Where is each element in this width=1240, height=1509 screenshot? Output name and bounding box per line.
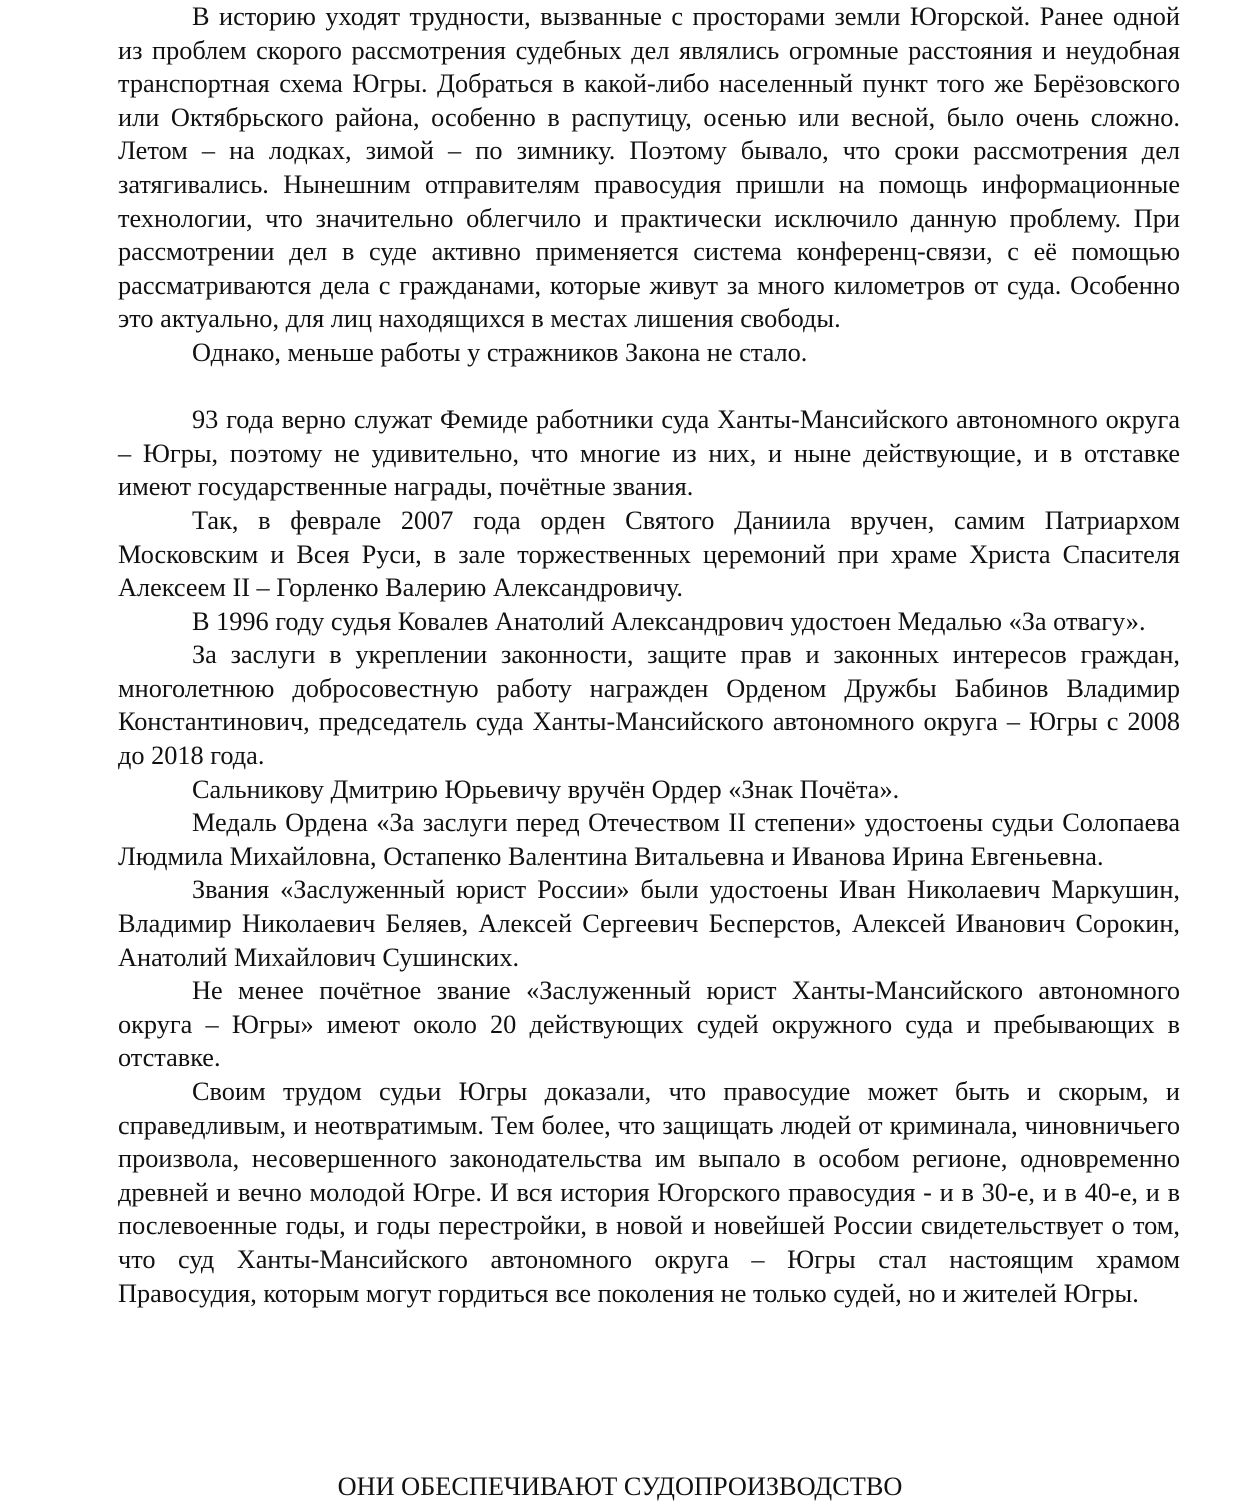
paragraph-conclusion: Своим трудом судьи Югры доказали, что правосудие может быть и скорым, и справедливым, и неотвратимым. Тем более, что защищать людей от криминала, чиновничьего произвола, несовершенного законодательства им выпало в особом регионе, одновременно древней и вечно молодой Югре. И вся история Югорского правосудия - и в 30-е, и в 40-е, и в послевоенные годы, и годы перестройки, в новой и новейшей России свидетельствует о том, что суд Ханты-Мансийского автономного округа – Югры стал настоящим храмом Правосудия, которым могут гордиться все поколения не только судей, но и жителей Югры. <box>118 1077 1180 1308</box>
paragraph-gap <box>118 370 1180 404</box>
paragraph-93-years: 93 года верно служат Фемиде работники суда Ханты-Мансийского автономного округа – Югры, поэтому не удивительно, что многие из них, и ныне действующие, и в отставке имеют государственные награды, почётные звания. <box>118 405 1180 502</box>
paragraph-order-daniil: Так, в феврале 2007 года орден Святого Даниила вручен, самим Патриархом Московским и Всея Руси, в зале торжественных церемоний при храме Христа Спасителя Алексеем II – Горленко Валерию Александровичу. <box>118 505 1180 603</box>
paragraph-honored-lawyer-russia: Звания «Заслуженный юрист России» были удостоены Иван Николаевич Маркушин, Владимир Николаевич Беляев, Алексей Сергеевич Бесперстов, Алексей Иванович Сорокин, Анатолий Михайлович Сушинских. <box>118 875 1180 972</box>
document-body <box>118 0 1180 1310</box>
paragraph-order-friendship: За заслуги в укреплении законности, защите прав и законных интересов граждан, многолетнюю добросовестную работу награжден Орденом Дружбы Бабинов Владимир Константинович, председатель суда Ханты-Мансийского автономного округа – Югры с 2008 до 2018 года. <box>118 640 1180 771</box>
paragraph-medal-courage: В 1996 году судья Ковалев Анатолий Александрович удостоен Медалью «За отвагу». <box>192 606 1146 636</box>
paragraph-transport: В историю уходят трудности, вызванные с просторами земли Югорской. Ранее одной из проблем скорого рассмотрения судебных дел являлись огромные расстояния и неудобная транспортная схема Югры. Добраться в какой-либо населенный пункт того же Берёзовского или Октябрьского района, особенно в распутицу, осенью или весной, было очень сложно. Летом – на лодках, зимой – по зимнику. Поэтому бывало, что сроки рассмотрения дел затягивались. Нынешним отправителям правосудия пришли на помощь информационные технологии, что значительно облегчило и практически исключило данную проблему. При рассмотрении дел в суде активно применяется система конференц-связи, с её помощью рассматриваются дела с гражданами, которые живут за много километров от суда. Особенно это актуально, для лиц находящихся в местах лишения свободы. <box>118 2 1180 334</box>
section-heading: ОНИ ОБЕСПЕЧИВАЮТ СУДОПРОИЗВОДСТВО <box>337 1472 903 1501</box>
paragraph-workload: Однако, меньше работы у стражников Закона не стало. <box>192 337 808 367</box>
paragraph-medal-fatherland: Медаль Ордена «За заслуги перед Отечеством II степени» удостоены судьи Солопаева Людмила Михайловна, Остапенко Валентина Витальевна и Иванова Ирина Евгеньевна. <box>118 808 1180 871</box>
paragraph-honored-lawyer-yugra: Не менее почётное звание «Заслуженный юрист Ханты-Мансийского автономного округа – Югры» имеют около 20 действующих судей окружного суда и пребывающих в отставке. <box>118 976 1180 1073</box>
paragraph-badge-honor: Сальникову Дмитрию Юрьевичу вручён Ордер «Знак Почёта». <box>192 774 900 804</box>
